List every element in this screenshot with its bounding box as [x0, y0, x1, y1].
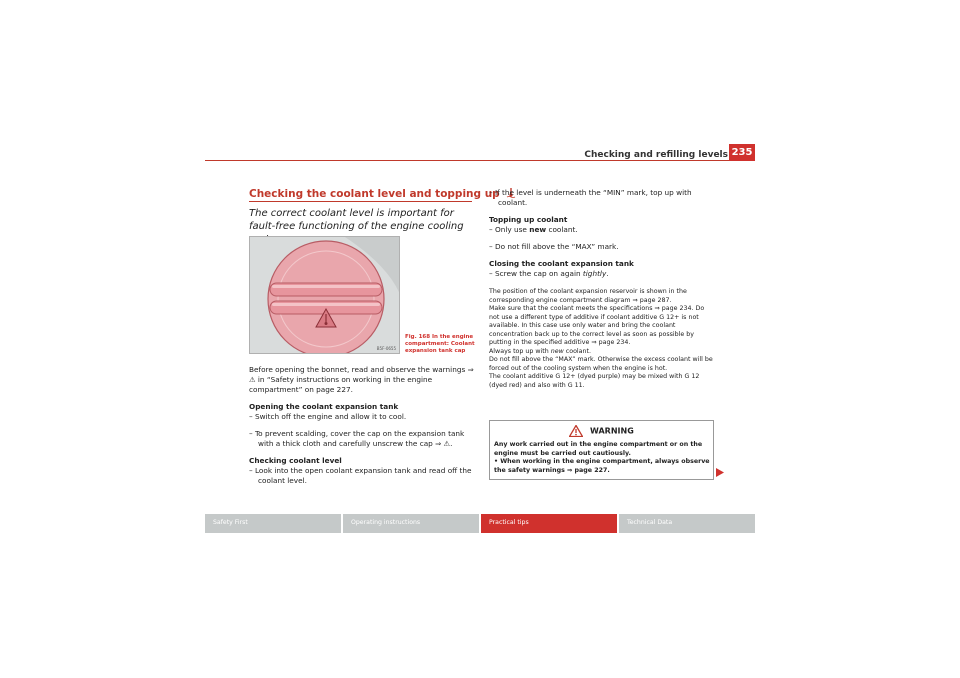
step-if-min: – If the level is underneath the “MIN” mark, top up with coolant. [489, 188, 692, 207]
step-checking-1: – Look into the open coolant expansion tank and read off the coolant level. [249, 466, 472, 485]
tab-operating-instructions[interactable]: Operating instructions [343, 514, 479, 533]
step-opening-2: – To prevent scalding, cover the cap on the expansion tank with a thick cloth and carefully unscrew the cap ⇒ ⚠. [249, 429, 465, 448]
section-rule [249, 201, 472, 202]
heading-checking: Checking coolant level [249, 456, 342, 465]
section-subtitle: The correct coolant level is important for fault-free functioning of the engine cooling [249, 208, 464, 232]
page-number: 235 [729, 144, 755, 161]
step-opening-1: – Switch off the engine and allow it to cool. [249, 412, 407, 421]
tab-safety-first[interactable]: Safety First [205, 514, 341, 533]
note-3: Always top up with new coolant. [489, 347, 592, 355]
figure-code: B5F-0655 [376, 346, 396, 351]
warning-heading [490, 425, 713, 437]
warning-triangle-icon [569, 425, 583, 437]
coolant-cap-illustration [250, 237, 400, 354]
tab-practical-tips[interactable]: Practical tips [481, 514, 617, 533]
header-rule [205, 160, 755, 161]
heading-opening: Opening the coolant expansion tank [249, 402, 399, 411]
step-closing: – Screw the cap on again tightly. [489, 269, 609, 278]
running-header: Checking and refilling levels [584, 150, 728, 160]
left-column [249, 365, 474, 486]
right-column [489, 188, 715, 279]
warning-box [489, 420, 714, 480]
figure-caption: Fig. 168 In the engine compartment: Coolant expansion tank cap [405, 334, 475, 354]
section-title [249, 187, 516, 201]
note-2: Make sure that the coolant meets the specifications ⇒ page 234. Do not use a different type of additive if coolant additive G 12+ is not available. In this case use only water and bring the coolant concentration back up to the correct level as soon as possible by putting in the specified additive ⇒ page 234. [489, 305, 705, 346]
note-1: The position of the coolant expansion reservoir is shown in the corresponding engine compartment diagram ⇒ page 287. [489, 288, 687, 304]
step-topping-1: – Only use new coolant. [489, 225, 578, 234]
section-title-text: Checking the coolant level and topping up [249, 188, 500, 200]
intro-paragraph: Before opening the bonnet, read and observe the warnings ⇒ ⚠ in “Safety instructions on working in the engine compartment” on page 227. [249, 365, 474, 394]
heading-closing: Closing the coolant expansion tank [489, 259, 634, 268]
tab-technical-data[interactable]: Technical Data [619, 514, 755, 533]
step-topping-2: – Do not fill above the “MAX” mark. [489, 242, 619, 251]
notes-block [489, 288, 715, 390]
footer-nav [205, 514, 755, 533]
warning-line-2: • When working in the engine compartment, always observe the safety warnings ⇒ page 227. [494, 458, 710, 474]
note-5: The coolant additive G 12+ (dyed purple) may be mixed with G 12 (dyed red) and also with G 11. [489, 373, 700, 389]
heading-topping: Topping up coolant [489, 215, 568, 224]
warning-line-1: Any work carried out in the engine compartment or on the engine must be carried out cautiously. [494, 441, 703, 457]
warning-text [494, 441, 710, 475]
note-4: Do not fill above the “MAX” mark. Otherwise the excess coolant will be forced out of the cooling system when the engine is hot. [489, 356, 713, 372]
coolant-cap-figure [249, 236, 400, 354]
continue-arrow-icon [716, 468, 724, 477]
warning-heading-text: WARNING [590, 426, 634, 436]
